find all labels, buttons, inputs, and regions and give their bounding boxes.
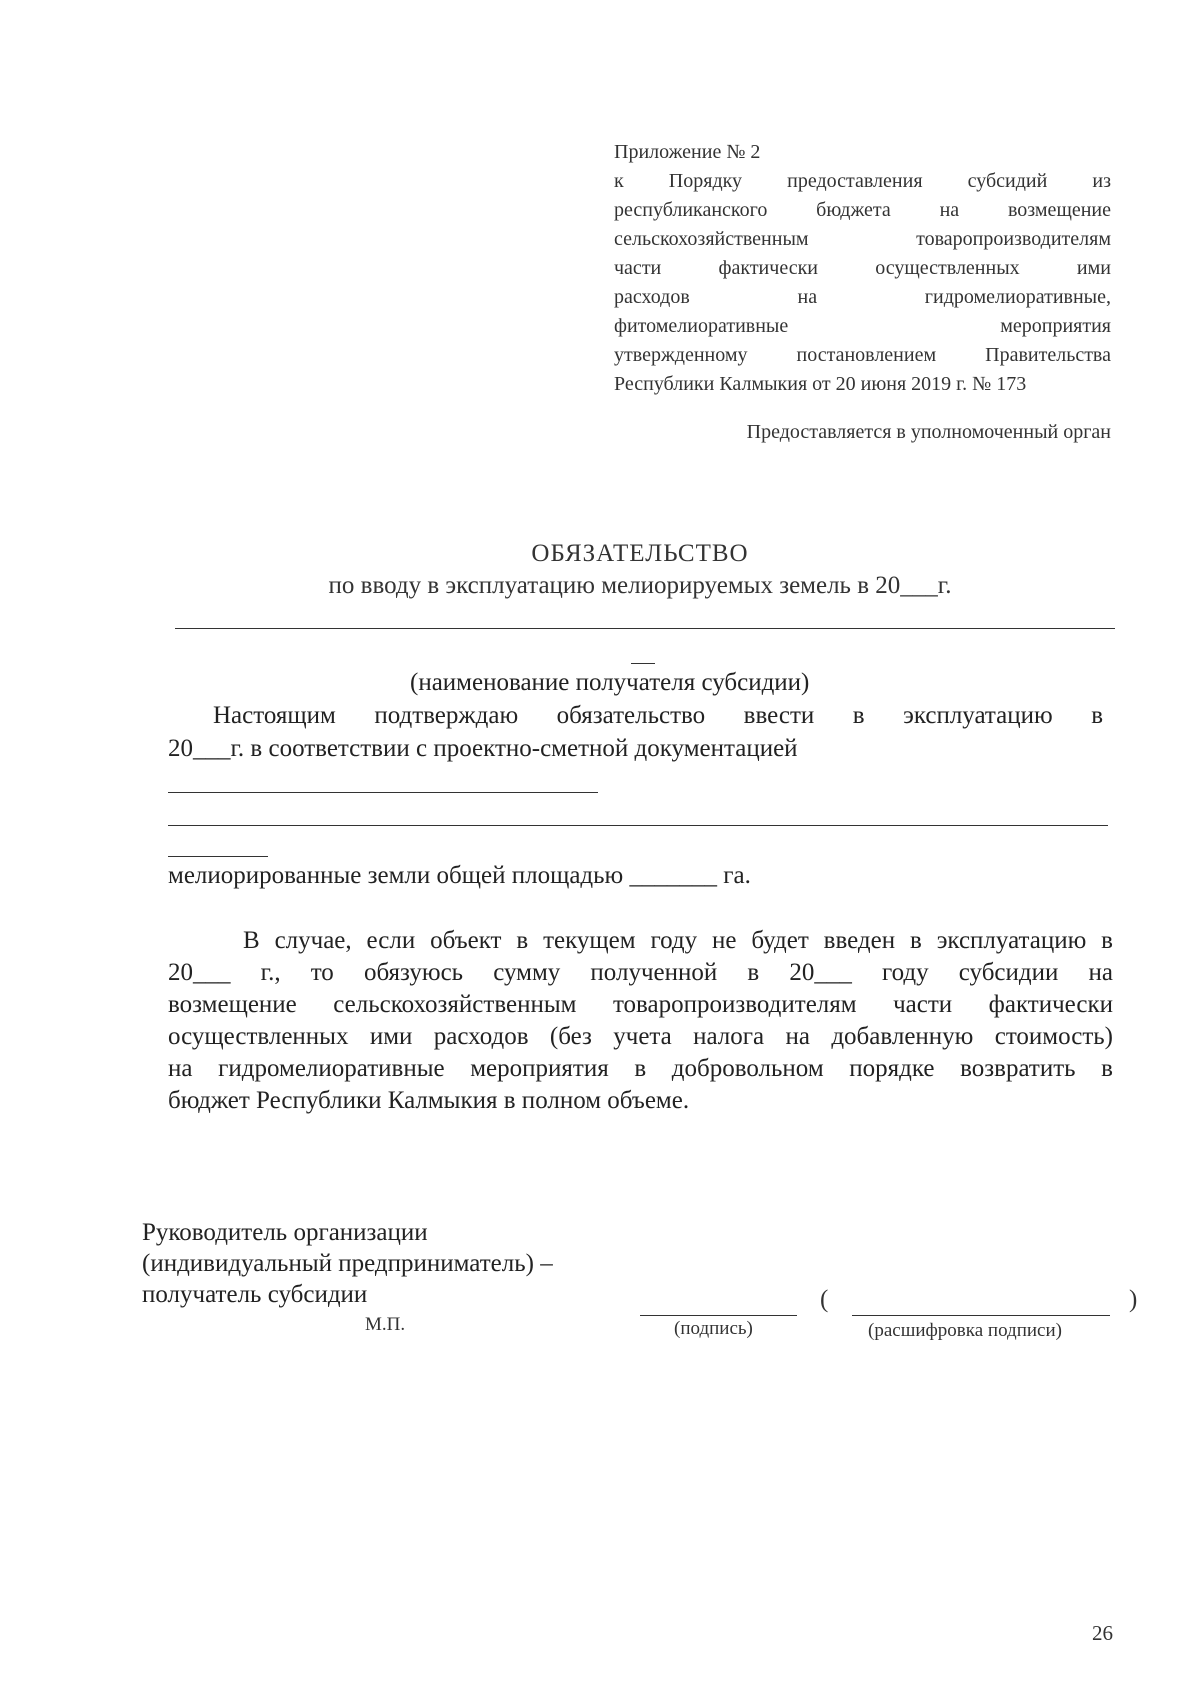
appendix-number: Приложение № 2 [614,141,761,163]
close-parenthesis: ) [1129,1286,1138,1313]
recipient-name-line-tail [631,663,655,664]
open-parenthesis: ( [820,1286,829,1313]
signatory-line: получатель субсидии [142,1281,368,1308]
document-subtitle: по вводу в эксплуатацию мелиорируемых земель в 20___г. [328,572,952,599]
documentation-blank-line-1 [168,792,598,793]
recipient-caption: (наименование получателя субсидии) [410,669,810,696]
appendix-line: республиканского бюджета на возмещение [614,199,1111,221]
paragraph-line: возмещение сельскохозяйственным товаропроизводителям части фактически [168,991,1113,1018]
appendix-line: части фактически осуществленных ими [614,257,1111,279]
signatory-line: Руководитель организации [142,1219,428,1246]
appendix-line: к Порядку предоставления субсидий из [614,170,1111,192]
signature-line [640,1315,797,1316]
documentation-blank-line-2 [168,825,1108,826]
signatory-block [142,1217,553,1310]
recipient-name-line [175,628,1115,629]
stamp-place-label: М.П. [365,1314,406,1335]
appendix-line: фитомелиоративные мероприятия [614,315,1111,337]
obligation-paragraph [168,925,1113,1117]
signature-decode-line [852,1315,1110,1316]
paragraph-line: на гидромелиоративные мероприятия в добровольном порядке возвратить в [168,1055,1113,1082]
paragraph-line: 20___ г., то обязуюсь сумму полученной в 20___ году субсидии на [168,959,1113,986]
paragraph-line: осуществленных ими расходов (без учета налога на добавленную стоимость) [168,1023,1113,1050]
confirmation-text-line-1: Настоящим подтверждаю обязательство ввести в эксплуатацию в [213,702,1103,729]
appendix-header [614,138,1111,399]
page-number: 26 [1092,1621,1113,1645]
paragraph-line: бюджет Республики Калмыкия в полном объеме. [168,1087,690,1114]
submitted-to-note: Предоставляется в уполномоченный орган [746,421,1111,443]
confirmation-text-line-2: 20___г. в соответствии с проектно-сметной документацией [168,735,798,762]
area-statement: мелиорированные земли общей площадью _______ га. [168,862,751,889]
documentation-blank-line-3 [168,856,268,857]
paragraph-line: В случае, если объект в текущем году не будет введен в эксплуатацию в [243,927,1113,954]
appendix-line: утвержденному постановлением Правительства [614,344,1111,366]
appendix-line: расходов на гидромелиоративные, [614,286,1111,308]
signature-caption: (подпись) [674,1318,753,1339]
signature-decode-caption: (расшифровка подписи) [868,1320,1062,1341]
appendix-line: сельскохозяйственным товаропроизводителям [614,228,1111,250]
signatory-line: (индивидуальный предприниматель) – [142,1250,553,1277]
document-title: ОБЯЗАТЕЛЬСТВО [531,540,749,567]
appendix-line: Республики Калмыкия от 20 июня 2019 г. № 173 [614,373,1027,395]
